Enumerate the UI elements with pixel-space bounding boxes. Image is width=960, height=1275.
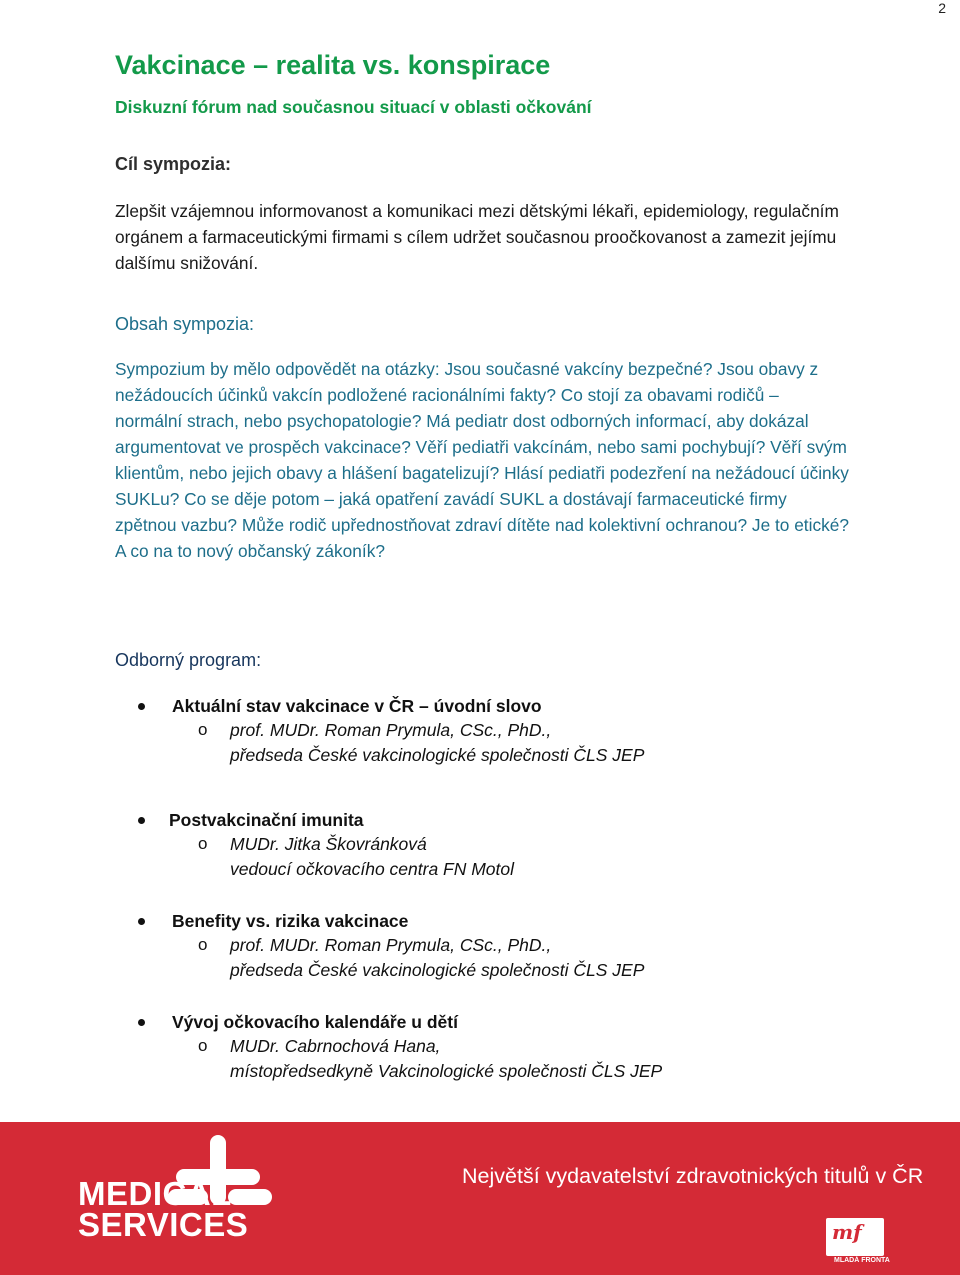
sub-bullet-marker: o [198, 834, 208, 853]
brand-logo [78, 1175, 249, 1243]
program-item [134, 1010, 662, 1084]
footer-tagline: Největší vydavatelství zdravotnických titulů v ČR [462, 1164, 924, 1188]
publisher-name: MLADÁ FRONTA [834, 1257, 890, 1264]
bullet-icon [138, 1019, 145, 1026]
program-item [134, 694, 644, 768]
program-item-role: vedoucí očkovacího centra FN Motol [230, 859, 515, 879]
program-item-speaker: prof. MUDr. Roman Prymula, CSc., PhD., [230, 935, 552, 955]
bullet-icon [138, 817, 145, 824]
document-subtitle: Diskuzní fórum nad současnou situací v oblasti očkování [115, 97, 592, 117]
aim-heading: Cíl sympozia: [115, 154, 232, 174]
bullet-icon [138, 918, 145, 925]
sub-bullet-marker: o [198, 935, 208, 954]
program-item-speaker: prof. MUDr. Roman Prymula, CSc., PhD., [230, 720, 552, 740]
publisher-logo [826, 1218, 884, 1256]
program-item [134, 909, 644, 983]
program-item [134, 808, 514, 882]
program-heading: Odborný program: [115, 650, 262, 670]
program-item-speaker: MUDr. Jitka Škovránková [230, 834, 427, 854]
program-item-role: předseda České vakcinologické společnosti ČLS JEP [230, 960, 645, 980]
publisher-mark: mf [832, 1220, 862, 1244]
sub-bullet-marker: o [198, 720, 208, 739]
program-item-title: Aktuální stav vakcinace v ČR – úvodní slovo [172, 696, 542, 716]
aim-text: Zlepšit vzájemnou informovanost a komunikaci mezi dětskými lékaři, epidemiology, regulačním orgánem a farmaceutickými firmami s cílem udržet současnou proočkovanost a zamezit jejímu dalšímu snižování. [115, 201, 839, 273]
brand-logo-line: SERVICES [78, 1206, 249, 1243]
program-item-role: předseda České vakcinologické společnosti ČLS JEP [230, 745, 645, 765]
sub-bullet-marker: o [198, 1036, 208, 1055]
program-item-title: Postvakcinační imunita [169, 810, 364, 830]
bullet-icon [138, 703, 145, 710]
program-item-title: Benefity vs. rizika vakcinace [172, 911, 409, 931]
content-heading: Obsah sympozia: [115, 314, 255, 334]
brand-logo-line: MEDICAL [78, 1175, 232, 1212]
program-item-role: místopředsedkyně Vakcinologické společnosti ČLS JEP [230, 1061, 663, 1081]
page-number: 2 [938, 0, 946, 16]
document-title: Vakcinace – realita vs. konspirace [115, 50, 551, 80]
program-item-title: Vývoj očkovacího kalendáře u dětí [172, 1012, 458, 1032]
content-text: Sympozium by mělo odpovědět na otázky: Jsou současné vakcíny bezpečné? Jsou obavy z nežádoucích účinků vakcín podložené racionálními fakty? Co stojí za obavami rodičů – normální strach, nebo psychopatologie? Má pediatr dost odborných informací, aby dokázal argumentovat ve prospěch vakcinace? Věří pediatři vakcínám, nebo sami pochybují? Věří svým klientům, nebo jejich obavy a hlášení bagatelizují? Hlásí pediatři podezření na nežádoucí účinky SUKLu? Co se děje potom – jaká opatření zavádí SUKL a dostávají farmaceutické firmy zpětnou vazbu? Může rodič upřednostňovat zdraví dítěte nad kolektivní ochranou? Je to etické? A co na to nový občanský zákoník? [115, 359, 849, 561]
program-item-speaker: MUDr. Cabrnochová Hana, [230, 1036, 441, 1056]
